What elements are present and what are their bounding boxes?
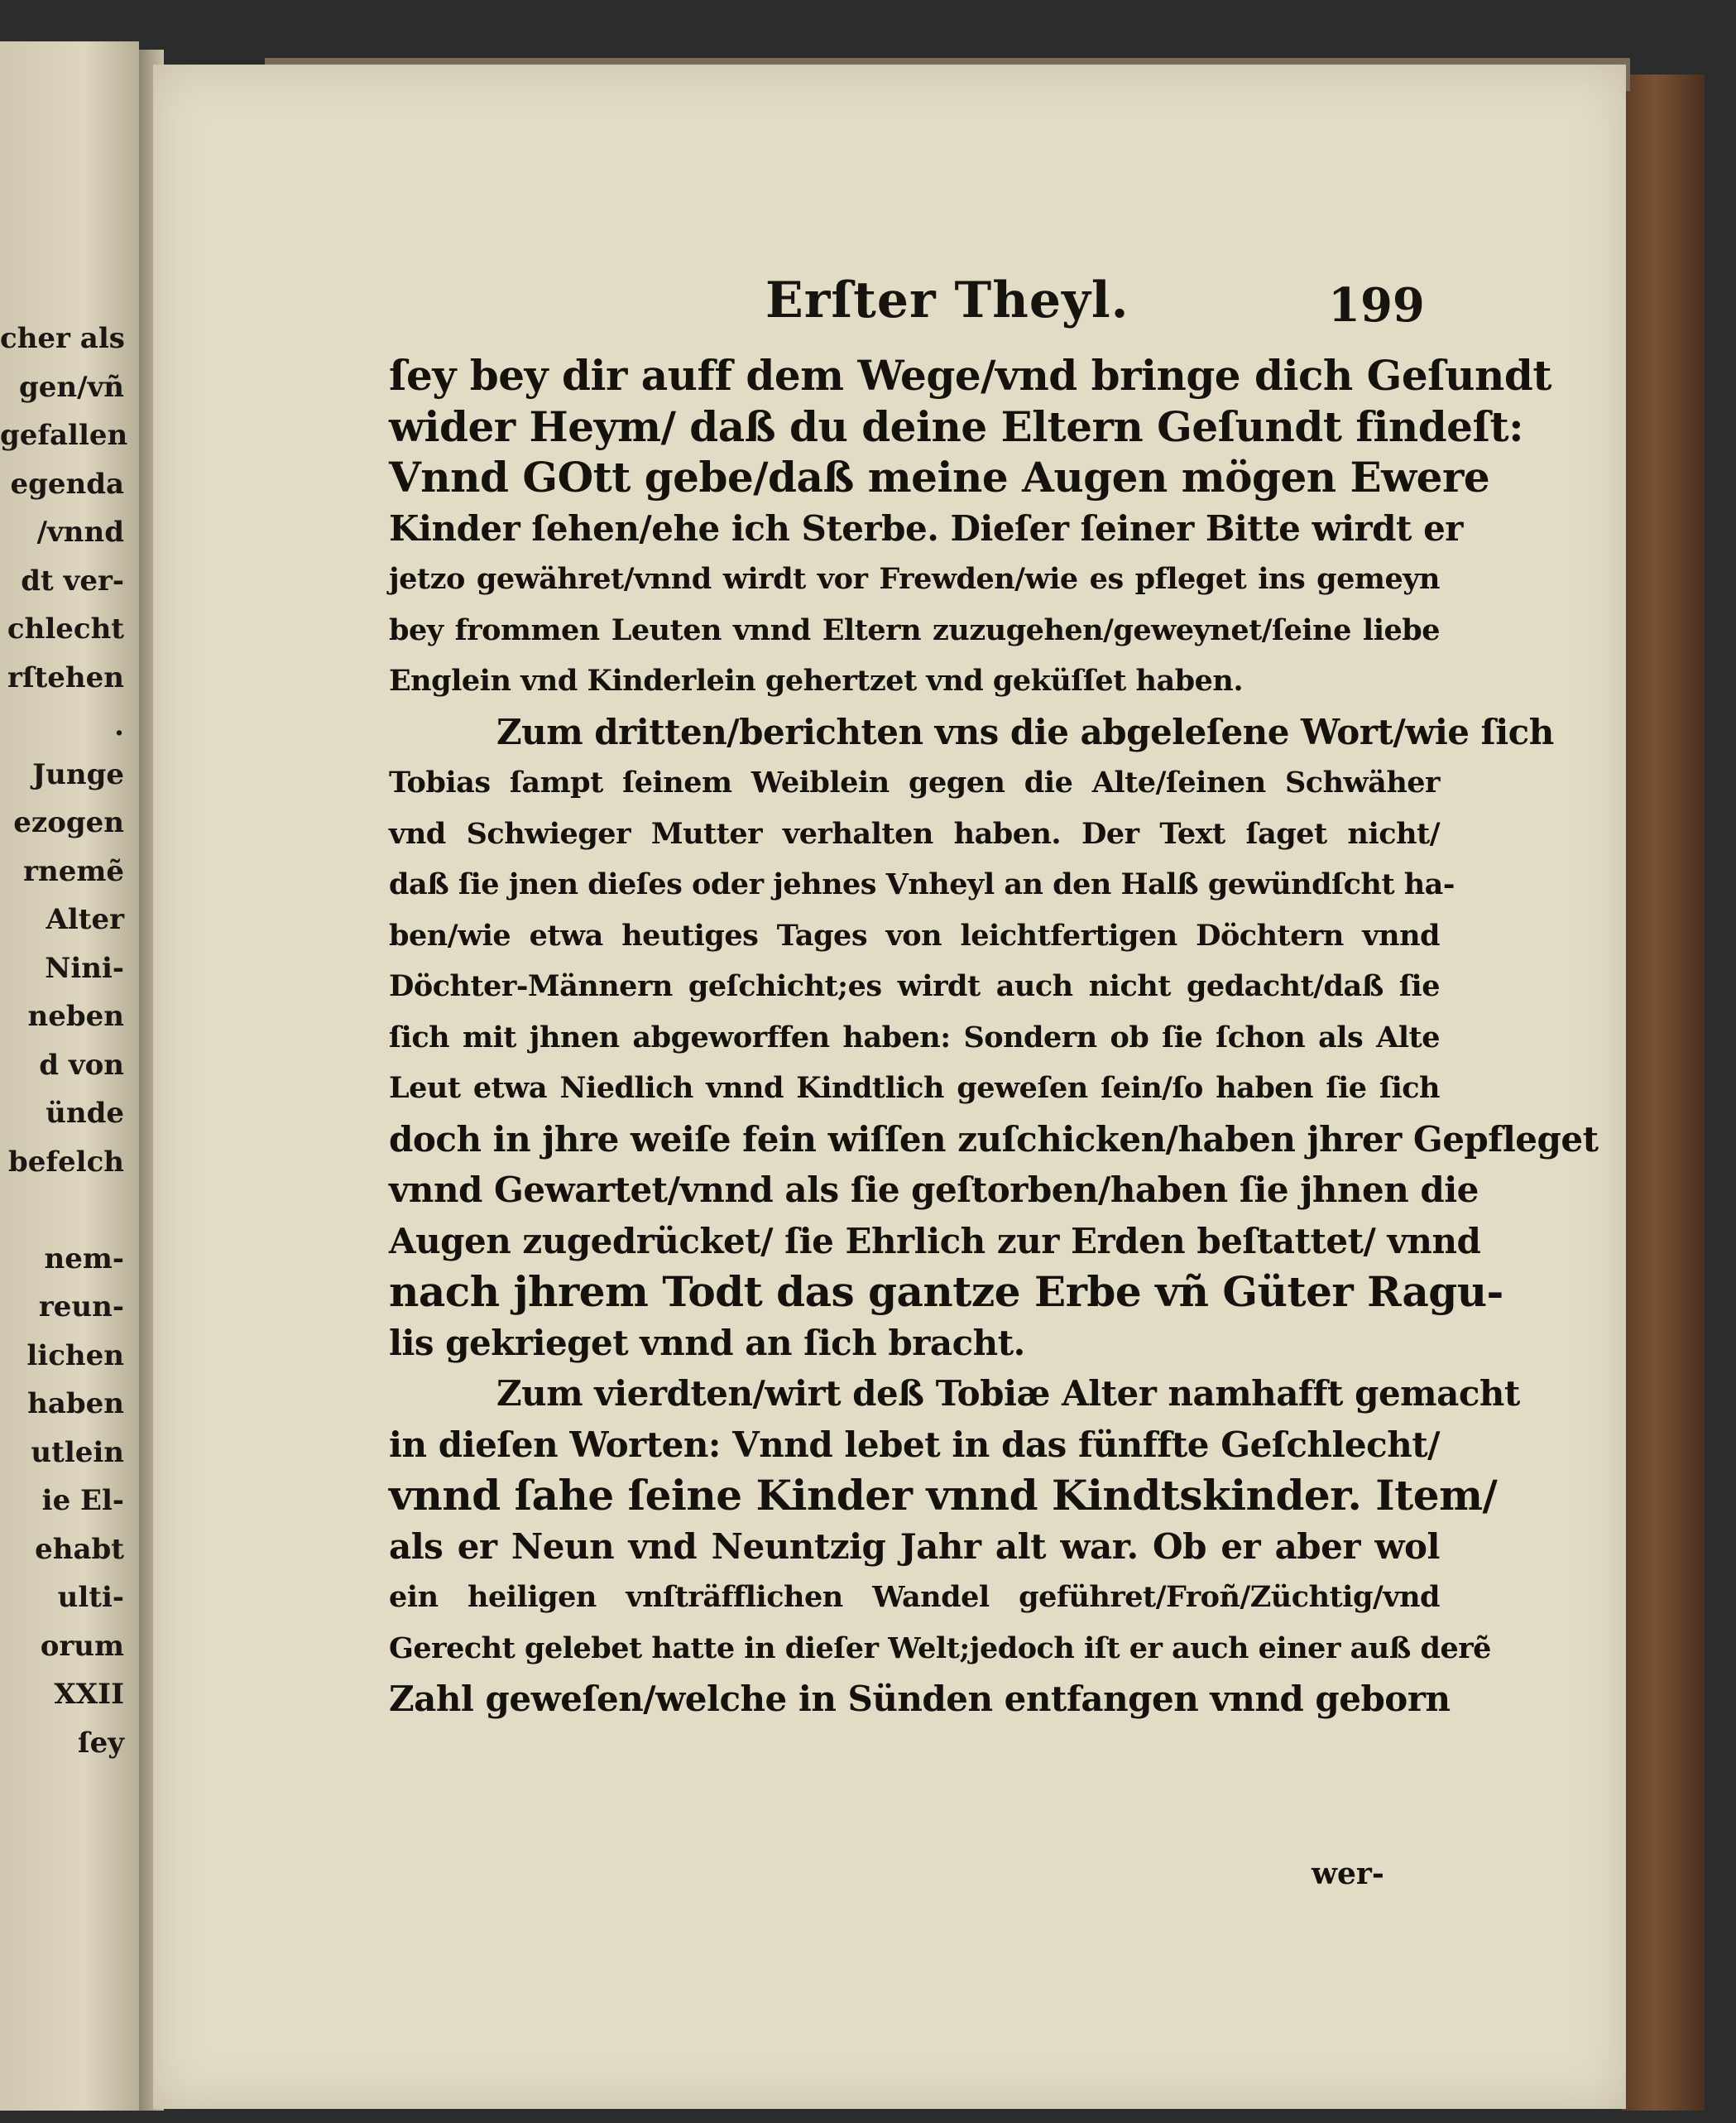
text-line: Tobias ſampt ſeinem Weiblein gegen die Alte/ſeinen Schwäher <box>389 766 1440 800</box>
left-line: XXII <box>54 1678 124 1711</box>
text-line: vnnd ſahe ſeine Kinder vnnd Kindtskinder. Item/ <box>389 1471 1498 1520</box>
text-line: bey frommen Leuten vnnd Eltern zuzugehen/geweynet/ſeine liebe <box>389 612 1440 647</box>
text-line: vnd Schwieger Mutter verhalten haben. Der Text ſaget nicht/ <box>389 816 1440 851</box>
right-page <box>153 65 1626 2109</box>
left-line: gen/vñ <box>18 370 124 404</box>
left-line: rnemẽ <box>23 854 124 888</box>
text-line: als er Neun vnd Neuntzig Jahr alt war. Ob er aber wol <box>389 1525 1440 1567</box>
left-line: d von <box>39 1048 124 1082</box>
text-line: Kinder ſehen/ehe ich Sterbe. Dieſer ſeiner Bitte wirdt er <box>389 507 1463 549</box>
left-line: egenda <box>10 467 124 501</box>
left-page-text <box>0 315 128 1767</box>
left-line: ehabt <box>35 1532 124 1566</box>
left-line: nem- <box>44 1242 124 1275</box>
text-line: Augen zugedrücket/ ſie Ehrlich zur Erden beſtattet/ vnnd <box>389 1220 1481 1261</box>
left-line: /vnnd <box>36 516 124 549</box>
left-line: lichen <box>26 1338 124 1372</box>
left-line: befelch <box>7 1145 124 1179</box>
text-line: ſich mit jhnen abgeworffen haben: Sondern ob ſie ſchon als Alte <box>389 1020 1440 1054</box>
left-line: chlecht <box>7 612 124 646</box>
text-line: doch in jhre weiſe fein wiſſen zuſchicken/haben jhrer Gepfleget <box>389 1118 1599 1160</box>
running-head: Erſter Theyl. <box>765 271 1129 329</box>
left-facing-page <box>0 41 139 2111</box>
left-line: ünde <box>46 1097 124 1130</box>
left-line: . <box>114 709 124 742</box>
left-line <box>0 1186 124 1235</box>
text-line: Döchter-Männern geſchicht;es wirdt auch nicht gedacht/daß ſie <box>389 969 1440 1003</box>
left-line: ie El- <box>41 1484 124 1517</box>
left-line: ezogen <box>13 806 124 839</box>
book-cover-edge <box>1622 74 1705 2111</box>
left-line: ulti- <box>57 1581 124 1614</box>
left-line: cher als <box>0 322 125 355</box>
text-line: ein heiligen vnſträfflichen Wandel geführet/Froñ/Züchtig/vnd <box>389 1580 1440 1614</box>
text-line: ben/wie etwa heutiges Tages von leichtfertigen Döchtern vnnd <box>389 918 1440 953</box>
left-line: gefallen <box>0 419 128 452</box>
text-line: Zahl geweſen/welche in Sünden entfangen vnnd geborn <box>389 1679 1451 1719</box>
left-line: dt ver- <box>21 564 124 598</box>
left-line: orum <box>40 1629 124 1663</box>
left-line: Alter <box>46 903 124 936</box>
catchword: wer- <box>1312 1856 1384 1891</box>
text-line: Vnnd GOtt gebe/daß meine Augen mögen Ewere <box>389 453 1490 502</box>
text-line: in dieſen Worten: Vnnd lebet in das fünffte Geſchlecht/ <box>389 1424 1440 1465</box>
page-number: 199 <box>1328 278 1425 333</box>
text-line: jetzo gewähret/vnnd wirdt vor Frewden/wie es pfleget ins gemeyn <box>389 562 1440 596</box>
text-line: daß ſie jnen dieſes oder jehnes Vnheyl an den Halß gewündſcht ha- <box>389 867 1455 901</box>
left-line: neben <box>27 1000 124 1033</box>
text-line: Gerecht gelebet hatte in dieſer Welt;jedoch iſt er auch einer auß derẽ <box>389 1631 1491 1665</box>
left-line: Junge <box>32 757 124 791</box>
text-line: Zum dritten/berichten vns die abgeleſene Wort/wie ſich <box>496 711 1554 752</box>
body-text <box>389 350 1599 1725</box>
text-line: wider Heym/ daß du deine Eltern Geſundt findeſt: <box>389 401 1524 451</box>
text-line: vnnd Gewartet/vnnd als ſie geſtorben/haben ſie jhnen die <box>389 1170 1479 1210</box>
text-line: Zum vierdten/wirt deß Tobiæ Alter namhafft gemacht <box>496 1373 1520 1414</box>
left-line: reun- <box>38 1290 124 1323</box>
left-line: haben <box>27 1387 124 1420</box>
left-line: rſtehen <box>7 660 124 694</box>
text-line: Englein vnd Kinderlein gehertzet vnd geküſſet haben. <box>389 664 1244 698</box>
text-line: ſey bey dir auff dem Wege/vnd bringe dich Geſundt <box>389 351 1551 400</box>
text-line: lis gekrieget vnnd an ſich bracht. <box>389 1322 1025 1363</box>
left-line: utlein <box>31 1435 124 1469</box>
text-line: Leut etwa Niedlich vnnd Kindtlich geweſen ſein/ſo haben ſie ſich <box>389 1071 1440 1105</box>
left-line: ſey <box>77 1726 124 1760</box>
left-line: Nini- <box>45 951 124 985</box>
text-line: nach jhrem Todt das gantze Erbe vñ Güter Ragu- <box>389 1267 1503 1316</box>
